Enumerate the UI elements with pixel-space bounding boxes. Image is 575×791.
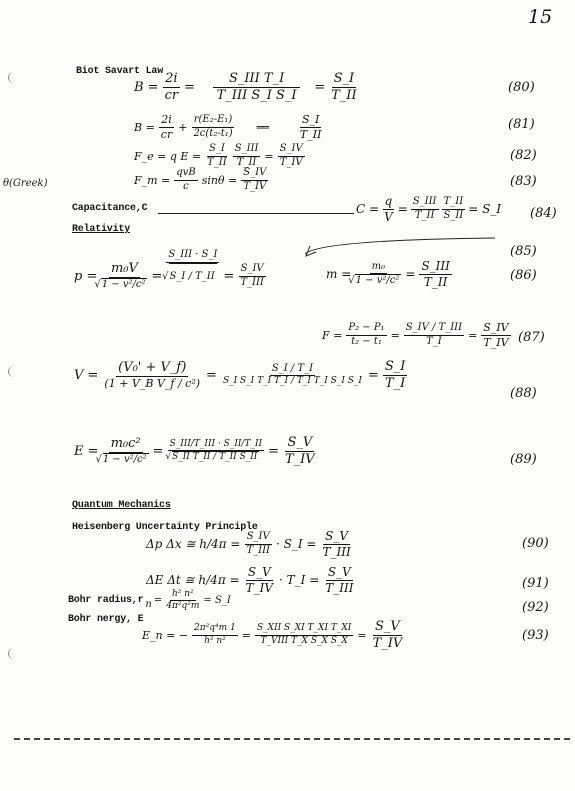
eq82-lhs: F_e = q E = [134, 149, 202, 163]
heading-heisenberg: Heisenberg Uncertainty Principle [72, 522, 258, 533]
equation-88: V = $\frac{\text{(V₀' + V\_f)}}{\text{(1 + V\_B V\_f / c²)}}$ = $\frac{S\_I / T\_I}{\text{S\_I S\_I T\_I T\_I / T\_I T\_I S\_I S\_I}}$ = $\frac{S\_I}{T\_I}$ [74, 359, 406, 391]
eq82-f1-num: S_I [207, 144, 227, 157]
eq86-f1-num: m₀ [370, 262, 388, 275]
eq86-f2-den: T_II [423, 274, 448, 289]
eq89-lhs: E = [74, 443, 99, 459]
heading-relativity: Relativity [72, 224, 131, 235]
eq88-number: (88) [510, 386, 537, 401]
eq84-number: (84) [530, 206, 557, 221]
eq90-f2-den: T_III [322, 544, 351, 559]
equation-92 [68, 590, 231, 612]
eq85-number: (85) [510, 244, 537, 259]
eq81-f1-num: 2i [161, 113, 172, 126]
eq87-number: (87) [518, 330, 545, 345]
eq93-eq2: = [357, 628, 367, 642]
page-number: 15 [528, 6, 553, 28]
eq88-f3-num: S_I [384, 359, 406, 374]
eq88-f1-num: (V₀' + V_f) [118, 360, 187, 376]
eq89-f2-den: √ S_II T_II / T_II S_II [172, 451, 259, 462]
eq92-subscript: n [145, 599, 152, 611]
eq83-f2-num: S_IV [241, 168, 268, 181]
binder-hole-middle [8, 366, 20, 377]
eq89-f3-num: S_V [287, 435, 313, 450]
eq88-f1-den: (1 + V_B V_f / c²) [104, 376, 201, 390]
eq84-lhs: C = [356, 202, 380, 217]
equation-84: C = $\frac{q}{V}$ = $\frac{\text{S\_III}}{T\_II}$ $\frac{T\_II}{S\_II}$ = S_I [356, 194, 502, 224]
eq87-f1-den: t₂ − t₁ [351, 335, 382, 347]
eq81-f1-den: cr [160, 127, 173, 141]
eq85-f3-num: S_IV [239, 264, 266, 277]
page-bottom-edge [14, 738, 570, 740]
eq80-lhs: B = [134, 79, 159, 95]
eq80-f2-num: S_III T_I [213, 72, 300, 88]
eq88-f3-den: T_I [385, 375, 406, 391]
eq93-f1-num: 2π²q⁴m 1 [192, 624, 238, 635]
eq87-f3-den: T_IV [483, 335, 509, 349]
eq81-f2-den: 2c(t₂-t₁) [193, 127, 233, 139]
eq85-f2-den: √ S_I / T_II [169, 263, 216, 303]
eq91-mid: · T_I = [279, 573, 320, 588]
equation-81: B = $\frac{2i}{cr}$ + $\frac{\text{r(E₂-E₁)}}{\text{2c(t₂-t₁)}}$ ══ $\frac{S\_I}{T\_II}$ [134, 113, 322, 141]
eq90-f1-den: T_III [246, 544, 270, 556]
eq80-f2-den: T_III S_I S_I [216, 87, 297, 103]
eq88-f2-den: S_I S_I T_I T_I / T_I T_I S_I S_I [222, 376, 362, 387]
eq84-f2-den: T_II [414, 209, 435, 221]
eq85-f1-den: √ 1 − v²/c² [101, 278, 147, 291]
heading-biot-savart: Biot Savart Law [76, 66, 164, 77]
eq91-lhs: ΔE Δt ≅ h/4π = [146, 573, 240, 588]
eq92-f1-num: h² n² [170, 590, 196, 601]
eq81-f2-num: r(E₂-E₁) [192, 115, 235, 128]
eq80-f1-num: 2i [165, 71, 178, 86]
equation-89: E = m₀c² √ 1 − v²/c² = S_III/T_III · S_II/T_II √ S_II T_II / T_II S_II = $\frac{S\_V}{T\_IV}$ [74, 436, 317, 466]
eq91-f2-den: T_III [325, 580, 354, 595]
eq92-rhs: = S_I [203, 595, 231, 607]
eq89-number: (89) [510, 452, 537, 467]
annotation-curve [300, 232, 500, 262]
eq90-mid: · S_I = [275, 537, 317, 552]
eq80-number: (80) [508, 80, 535, 95]
eq91-f1-den: T_IV [245, 580, 273, 595]
heading-quantum: Quantum Mechanics [72, 500, 171, 511]
binder-hole-top [8, 72, 20, 83]
eq89-f2-num: S_III/T_III · S_II/T_II [168, 440, 265, 451]
eq83-f1-num: qvB [174, 168, 197, 181]
eq93-lhs: E_n = − [142, 628, 189, 642]
eq86-lhs: m = [326, 267, 352, 282]
eq84-f2-num: S_III [411, 197, 439, 210]
eq87-f3-num: S_IV [483, 321, 509, 334]
equation-93 [142, 620, 404, 650]
eq93-f1-den: h² n² [204, 635, 226, 646]
eq85-lhs: p = [74, 268, 98, 284]
eq92-number: (92) [522, 600, 549, 615]
eq82-f1-den: T_II [207, 156, 227, 168]
eq90-lhs: Δp Δx ≅ h/4π = [146, 537, 241, 552]
eq87-f1-num: P₂ − P₁ [346, 323, 386, 336]
eq90-number: (90) [522, 536, 549, 551]
eq83-mid: sinθ = [201, 173, 238, 187]
eq80-f3-den: T_II [331, 87, 357, 103]
eq81-f3-num: S_I [301, 113, 320, 126]
eq81-lhs: B = [134, 120, 155, 134]
equation-85: p = m₀V √ 1 − v²/c² = S_III · S_I √ S_I / T_II = $\frac{S\_IV}{\text{T\_III}}$ [74, 250, 266, 302]
eq88-lhs: V = [74, 367, 99, 383]
heading-bohr-energy: Bohr nergy, E [68, 614, 144, 625]
eq83-lhs: F_m = [134, 173, 171, 187]
margin-note: θ(Greek) [3, 178, 48, 189]
eq90-f2-num: S_V [325, 529, 349, 543]
capacitance-rule [158, 213, 354, 214]
eq93-f3-den: T_IV [372, 635, 403, 651]
eq82-f3-num: S_IV [278, 144, 305, 157]
heading-capacitance: Capacitance,C [72, 203, 148, 214]
eq89-f1-num: m₀c² [110, 436, 141, 452]
eq82-f2-den: T_II [236, 156, 257, 168]
eq93-number: (93) [522, 628, 549, 643]
eq93-f2-num: S_XII S_XI T_XI T_XI [255, 624, 353, 635]
eq87-f2-num: S_IV / T_III [404, 323, 464, 336]
eq82-eq: = [264, 149, 274, 163]
eq90-f1-num: S_IV [245, 532, 272, 545]
eq82-f2-num: S_III [233, 144, 261, 157]
eq84-f3-num: T_II [442, 197, 466, 210]
eq89-f3-den: T_IV [285, 451, 315, 467]
eq93-f3-num: S_V [375, 619, 400, 634]
eq80-f3-num: S_I [333, 71, 355, 86]
eq81-f3-den: T_II [299, 127, 322, 141]
eq84-f3-den: S_II [443, 209, 464, 221]
eq80-f1-den: cr [164, 87, 179, 103]
equation-83 [134, 168, 268, 192]
eq82-f3-den: T_IV [279, 156, 303, 168]
equation-90 [146, 530, 353, 558]
eq83-number: (83) [510, 174, 537, 189]
binder-hole-bottom [8, 648, 20, 659]
eq91-f1-num: S_V [247, 565, 271, 579]
eq84-rhs: = S_I [468, 202, 502, 217]
eq93-eq1: = [241, 628, 252, 642]
eq81-number: (81) [508, 117, 535, 132]
eq87-f2-den: T_I [426, 335, 442, 347]
eq85-f2-num: S_III · S_I [166, 250, 219, 263]
equation-87: F = $\frac{\text{P₂ − P₁}}{\text{t₂ − t₁}}$ = $\frac{\text{S\_IV / T\_III}}{T\_I}$ = $\frac{S\_IV}{T\_IV}$ [322, 321, 509, 349]
eq87-lhs: F = [322, 328, 343, 342]
eq82-number: (82) [510, 148, 537, 163]
eq84-f1-den: V [384, 209, 393, 224]
eq84-f1-num: q [384, 194, 393, 208]
eq92-eqsign: = [153, 595, 163, 607]
eq83-f1-den: c [183, 180, 189, 192]
eq92-f1-den: 4π²q²m [166, 601, 200, 612]
eq85-f1-num: m₀V [110, 260, 138, 276]
equation-86: m = m₀ √ 1 − v²/c² = $\frac{\text{S\_III}}{T\_II}$ [326, 260, 452, 288]
equation-82 [134, 144, 305, 168]
eq91-number: (91) [522, 576, 549, 591]
eq93-f2-den: T_VIII T_X S_X S_X [260, 635, 348, 646]
heading-bohr-radius: Bohr radius,r [68, 595, 144, 607]
eq86-f2-num: S_III [421, 259, 450, 273]
equation-80: B = $\frac{2i}{cr}$ = $\frac{\text{S\_III T\_I}}{\text{T\_III S\_I S\_I}}$ = $\frac{S\_I}{T\_II}$ [134, 71, 357, 103]
eq83-f2-den: T_IV [243, 180, 267, 192]
eq85-f3-den: T_III [240, 276, 264, 288]
eq86-f1-den: √ 1 − v²/c² [355, 274, 401, 287]
eq86-number: (86) [510, 268, 537, 283]
eq91-f2-num: S_V [327, 565, 351, 579]
eq88-f2-num: S_I / T_I [270, 364, 315, 377]
eq81-plus: + [178, 120, 188, 134]
eq89-f1-den: √ 1 − v²/c² [103, 453, 149, 466]
